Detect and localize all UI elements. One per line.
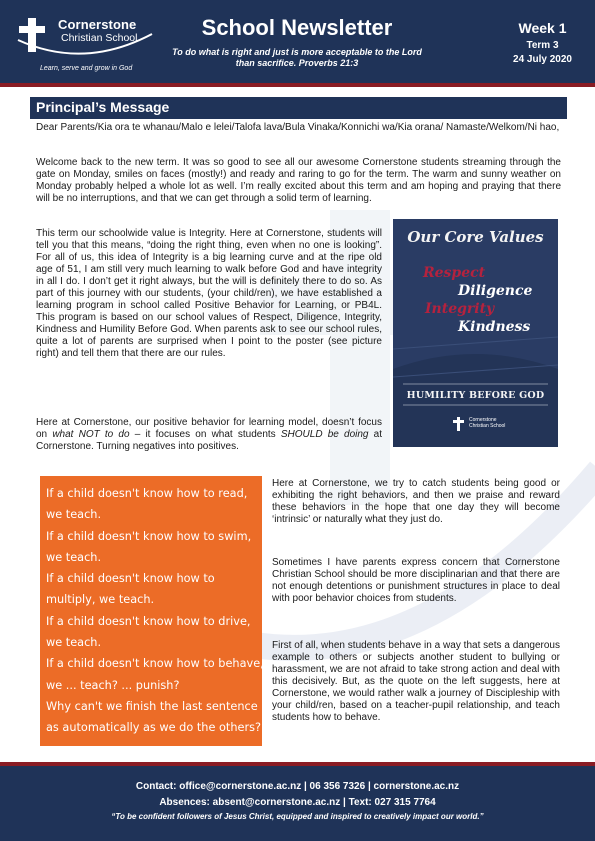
- behavior-model-paragraph: [36, 417, 382, 453]
- poster-title: Our Core Values: [407, 228, 544, 246]
- footer-motto: “To be confident followers of Jesus Christ, equipped and inspired to creatively impact our world.”: [111, 812, 484, 821]
- school-name-line1: Cornerstone: [58, 17, 137, 32]
- poster-school-logo: [451, 414, 511, 436]
- poster-cross-icon: [451, 416, 467, 432]
- quote-line: If a child doesn't know how to drive,: [46, 614, 251, 628]
- quote-line: If a child doesn't know how to behave,: [46, 657, 264, 671]
- footer-contact: Contact: office@cornerstone.ac.nz | 06 356 7326 | cornerstone.ac.nz: [135, 781, 460, 792]
- poster-logo-text: [469, 417, 505, 429]
- school-name-line2: Christian School: [61, 32, 138, 44]
- value-integrity: Integrity: [425, 301, 495, 317]
- quote-line: If a child doesn't know how to swim,: [46, 529, 252, 543]
- greeting-paragraph: Dear Parents/Kia ora te whanau/Malo e lelei/Talofa lava/Bula Vinaka/Konnichi wa/Kia orana/ Namaste/Welkom/Ni hao,: [36, 122, 560, 133]
- value-diligence: Diligence: [458, 283, 533, 299]
- issue-week: Week 1: [518, 20, 567, 36]
- quote-line: multiply, we teach.: [46, 593, 155, 607]
- catch-good-paragraph: Here at Cornerstone, we try to catch students being good or exhibiting the right behaviors, and then we praise and reward these behaviors in the hope that one day they will become ‘intrinsic’ or naturally what they just do.: [272, 478, 560, 525]
- model-text-emphasis-1: what NOT to do: [52, 429, 130, 440]
- quote-line: If a child doesn't know how to: [46, 572, 215, 586]
- model-text-emphasis-2: SHOULD be doing: [280, 429, 369, 440]
- discipleship-paragraph: First of all, when students behave in a way that sets a dangerous example to others or subjects another student to bullying or harassment, we are not afraid to take strong action and deal with this decisively. But, as the quote on the left suggests, here at Cornerstone, we would rather walk a journey of Discipleship with your child/ren, based on a teacher-pupil relationship, and teach students how to behave.: [272, 640, 560, 723]
- header-verse: To do what is right and just is more acceptable to the Lord than sacrifice. Proverbs 21:3: [172, 47, 422, 68]
- issue-term: Term 3: [526, 40, 559, 51]
- quote-line: Why can't we finish the last sentence: [46, 699, 258, 713]
- quote-line: we teach.: [46, 636, 102, 650]
- model-text-start: Here at Cornerstone, our positive behavior for learning model, doesn’t focus on: [36, 417, 382, 440]
- issue-date: 24 July 2020: [513, 54, 572, 65]
- poster-humility-line: HUMILITY BEFORE GOD: [406, 390, 545, 401]
- newsletter-title: School Newsletter: [201, 15, 393, 40]
- integrity-paragraph: This term our schoolwide value is Integrity. Here at Cornerstone, students will tell you that this means, “doing the right thing, even when no one is looking”. For all of us, this idea of Integrity is a big learning curve and at the ripe old age of 51, I am still very much learning to walk before God and have integrity in all I do. I don’t get it right always, but the will is definitely there to do so. As part of this journey with our students, (your child/ren), we have established a learning program in school called Positive Behavior for Learning, or PB4L. This program is based on our school values of Respect, Diligence, Integrity, Kindness and Humility Before God. When parents ask to see our school rules, quite a lot of parents are surprised when I point to the poster (see picture right) and tell them that there are our rules.: [36, 228, 382, 359]
- footer-absences: Absences: absent@cornerstone.ac.nz | Text: 027 315 7764: [159, 797, 436, 808]
- core-values-poster: [393, 219, 558, 447]
- value-kindness: Kindness: [458, 319, 531, 335]
- school-logo: [14, 12, 164, 78]
- header-divider: [0, 83, 595, 87]
- parent-concern-paragraph: Sometimes I have parents express concern that Cornerstone Christian School should be more disciplinarian and that there are not enough detentions or punishment structures in place to deal with poor behavior choices from students.: [272, 557, 560, 604]
- welcome-paragraph: Welcome back to the new term. It was so good to see all our awesome Cornerstone students streaming through the gate on Monday, smiles on faces (mostly!) and ready and raring to go for the term. The warm and sunny weather on Monday probably helped a whole lot as well. I’m really excited about this term and am hoping and praying that there will be no interruptions, and that we can get through a solid term of learning.: [36, 157, 561, 204]
- quote-line: we teach.: [46, 508, 102, 522]
- model-text-end: at Cornerstone. Turning negatives into positives.: [36, 429, 383, 452]
- quote-line: If a child doesn't know how to read,: [46, 487, 248, 500]
- school-tagline: Learn, serve and grow in God: [40, 65, 133, 72]
- quote-line: we ... teach? ... punish?: [46, 678, 180, 692]
- quote-line: we teach.: [46, 550, 102, 564]
- value-respect: Respect: [423, 265, 486, 281]
- quote-line: as automatically as we do the others?: [46, 721, 261, 735]
- section-title: Principal’s Message: [36, 99, 170, 115]
- behavior-quote-box: [40, 476, 262, 746]
- poster-logo-line1: Cornerstone: [469, 417, 497, 423]
- model-text-mid: – it focuses on what students: [129, 429, 281, 440]
- poster-logo-line2: Christian School: [469, 423, 506, 429]
